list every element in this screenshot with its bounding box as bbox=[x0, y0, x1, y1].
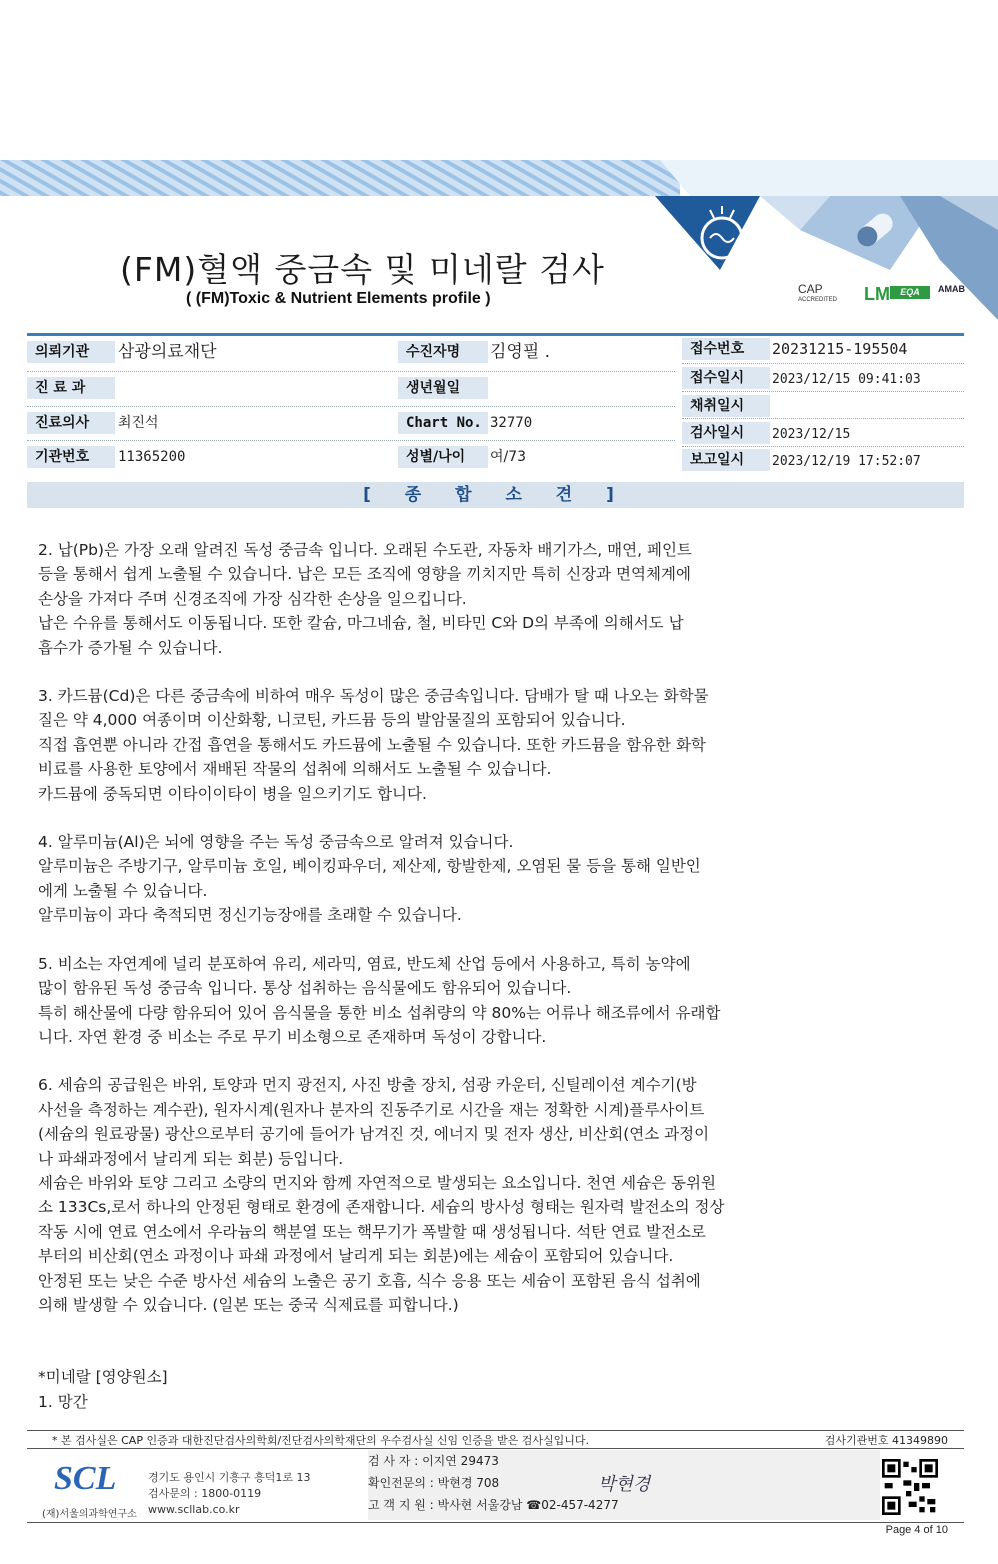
info-value-report-date: 2023/12/19 17:52:07 bbox=[772, 454, 921, 469]
row-divider bbox=[27, 371, 675, 372]
info-top-rule bbox=[27, 333, 964, 336]
mineral-heading: *미네랄 [영양원소] bbox=[38, 1368, 168, 1387]
row-divider bbox=[682, 446, 964, 447]
summary-section-header: [ 종 합 소 견 ] bbox=[27, 482, 964, 508]
info-value-doctor: 최진석 bbox=[118, 415, 159, 431]
info-label-receipt-no: 접수번호 bbox=[682, 338, 770, 360]
info-value-patient: 김영필 . bbox=[490, 342, 551, 362]
row-divider bbox=[27, 406, 675, 407]
org-address: 경기도 용인시 기흥구 흥덕1로 13 bbox=[148, 1471, 311, 1484]
lm-logo: LM bbox=[864, 284, 890, 304]
info-label-sex-age: 성별/나이 bbox=[398, 446, 488, 468]
info-value-institution: 삼광의료재단 bbox=[118, 342, 217, 362]
staff-row: 검 사 자 : 이지연 29473 bbox=[368, 1454, 499, 1468]
row-divider bbox=[682, 363, 964, 364]
info-value-receipt-date: 2023/12/15 09:41:03 bbox=[772, 372, 921, 387]
org-website: www.scllab.co.kr bbox=[148, 1503, 240, 1516]
info-label-chart: Chart No. bbox=[398, 412, 488, 434]
footer-bottom-rule bbox=[27, 1522, 964, 1523]
footer-top-rule bbox=[27, 1430, 964, 1431]
paragraph-lead: 2. 납(Pb)은 가장 오래 알려진 독성 중금속 입니다. 오래된 수도관, 자동차 배기가스, 매연, 페인트 등을 통해서 쉽게 노출될 수 있습니다. 납은 모든 조직에 영향을 끼치지만 특히 신장과 면역체계에 손상을 가져다 주며 신경조직에 가장 심각한 손상을 일으킵니다. 납은 수유를 통해서도 이동됩니다. 또한 칼슘, 마그네슘, 철, 비타민 C와 D의 부족에 의해서도 납 흡수가 증가될 수 있습니다. bbox=[38, 541, 692, 657]
paragraph-cadmium: 3. 카드뮴(Cd)은 다른 중금속에 비하여 매우 독성이 많은 중금속입니다. 담배가 탈 때 나오는 화학물 질은 약 4,000 여종이며 이산화황, 니코틴, 카드뮴 등의 발암물질의 포함되어 있습니다. 직접 흡연뿐 아니라 간접 흡연을 통해서도 카드뮴에 노출될 수 있습니다. 또한 카드뮴을 함유한 화학 비료를 사용한 토양에서 재배된 작물의 섭취에 의해서도 노출될 수 있습니다. 카드뮴에 중독되면 이타이이타이 병을 일으키기도 합니다. bbox=[38, 687, 709, 803]
paragraph-cesium: 6. 세슘의 공급원은 바위, 토양과 먼지 광전지, 사진 방출 장치, 섬광 카운터, 신틸레이션 계수기(방 사선을 측정하는 계수관), 원자시계(원자나 분자의 진동주기로 시간을 재는 정확한 시계)플루사이트 (세슘의 원료광물) 광산으로부터 공기에 들어가 남겨진 것, 에너지 및 전자 생산, 비산회(연소 과정이 나 파쇄과정에서 날리게 되는 회분) 등입니다. 세슘은 바위와 토양 그리고 소량의 먼지와 함께 자연적으로 발생되는 요소입니다. 천연 세슘은 동위원 소 133Cs,로서 하나의 안정된 형태로 환경에 존재합니다. 세슘의 방사성 형태는 원자력 발전소의 정상 작동 시에 연료 연소에서 우라늄의 핵분열 또는 핵무기가 폭발할 때 생성됩니다. 석탄 연료 발전소로 부터의 비산회(연소 과정이나 파쇄 과정에서 날리게 되는 회분)에는 세슘이 포함되어 있습니다. 안정된 또는 낮은 수준 방사선 세슘의 노출은 공기 호흡, 식수 응용 또는 세슘이 포함된 음식 섭취에 의해 발생할 수 있습니다. (일본 또는 중국 식제료를 피합니다.) bbox=[38, 1076, 725, 1314]
info-label-collection-date: 채취일시 bbox=[682, 395, 770, 417]
qr-code-icon bbox=[882, 1459, 938, 1515]
info-label-receipt-date: 접수일시 bbox=[682, 367, 770, 389]
row-divider bbox=[27, 440, 675, 441]
org-name: (재)서울의과학연구소 bbox=[42, 1509, 137, 1520]
info-value-chart: 32770 bbox=[490, 415, 533, 431]
cap-logo: CAP ACCREDITED bbox=[798, 282, 838, 303]
footer-notice: * 본 검사실은 CAP 인증과 대한진단검사의학회/진단검사의학재단의 우수검사실 신임 인증을 받은 검사실입니다. bbox=[52, 1434, 590, 1447]
info-label-patient: 수진자명 bbox=[398, 341, 488, 363]
amab-logo: AMAB bbox=[938, 284, 965, 294]
signature: 박현경 bbox=[598, 1474, 651, 1495]
report-title: (FM)혈액 중금속 및 미네랄 검사 bbox=[120, 250, 605, 289]
report-subtitle: ( (FM)Toxic & Nutrient Elements profile ) bbox=[186, 290, 491, 307]
mineral-item: 1. 망간 bbox=[38, 1392, 88, 1411]
info-label-institution: 의뢰기관 bbox=[27, 341, 115, 363]
row-divider bbox=[682, 391, 964, 392]
info-label-test-date: 검사일시 bbox=[682, 422, 770, 444]
eqa-logo: EQA bbox=[890, 286, 930, 299]
paragraph-aluminum: 4. 알루미늄(Al)은 뇌에 영향을 주는 독성 중금속으로 알려져 있습니다. 알루미늄은 주방기구, 알루미늄 호일, 베이킹파우더, 제산제, 항발한제, 오염된 물 등을 통해 일반인 에게 노출될 수 있습니다. 알루미늄이 과다 축적되면 정신기능장애를 초래할 수 있습니다. bbox=[38, 833, 701, 925]
info-value-test-date: 2023/12/15 bbox=[772, 427, 851, 442]
row-divider bbox=[682, 418, 964, 419]
info-label-report-date: 보고일시 bbox=[682, 449, 770, 471]
info-value-receipt-no: 20231215-195504 bbox=[772, 340, 908, 358]
info-value-code: 11365200 bbox=[118, 449, 186, 465]
staff-row: 확인전문의 : 박현경 708 bbox=[368, 1476, 500, 1490]
info-label-birthdate: 생년월일 bbox=[398, 377, 488, 399]
staff-row: 고 객 지 원 : 박사현 서울강남 ☎02-457-4277 bbox=[368, 1498, 619, 1512]
org-phone: 검사문의 : 1800-0119 bbox=[148, 1487, 262, 1500]
info-value-sex-age: 여/73 bbox=[490, 449, 527, 465]
footer-mid-rule bbox=[27, 1448, 964, 1449]
org-contact bbox=[148, 1470, 311, 1518]
scl-logo: SCL bbox=[54, 1460, 117, 1497]
paragraph-arsenic: 5. 비소는 자연계에 널리 분포하여 유리, 세라믹, 염료, 반도체 산업 등에서 사용하고, 특히 농약에 많이 함유된 독성 중금속 입니다. 통상 섭취하는 음식물에도 함유되어 있습니다. 특히 해산물에 다량 함유되어 있어 음식물을 통한 비소 섭취량의 약 80%는 어류나 해조류에서 유래합 니다. 자연 환경 중 비소는 주로 무기 비소형으로 존재하며 독성이 강합니다. bbox=[38, 954, 721, 1046]
page-number: Page 4 of 10 bbox=[885, 1524, 948, 1536]
info-label-code: 기관번호 bbox=[27, 446, 115, 468]
info-label-doctor: 진료의사 bbox=[27, 412, 115, 434]
footer-institution-code: 검사기관번호 41349890 bbox=[824, 1434, 948, 1447]
summary-body bbox=[38, 538, 938, 1414]
info-label-department: 진 료 과 bbox=[27, 377, 115, 399]
